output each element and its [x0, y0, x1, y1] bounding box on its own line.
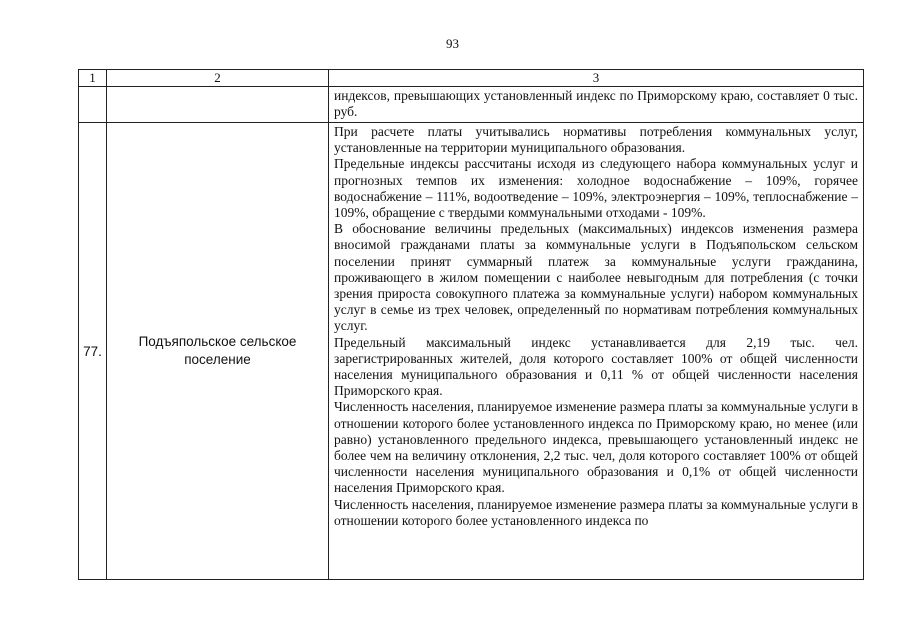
continuation-text: индексов, превышающих установленный индекс по Приморскому краю, составляет 0 тыс. руб.	[329, 87, 864, 123]
row-number: 77.	[79, 123, 107, 580]
paragraph-justification: В обоснование величины предельных (максимальных) индексов изменения размера вносимой гражданами платы за коммунальные услуги в Подъяпольском сельском поселении принят суммарный платеж за коммунальные услуги гражданина, проживающего в жилом помещении с наиболее невыгодным для потребления (с точки зрения прироста совокупного платежа за коммунальные услуги) набором коммунальных услуг в семье из трех человек, определенный по нормативам потребления коммунальных услуг.	[334, 221, 858, 334]
table-row	[79, 123, 864, 580]
header-col-3: 3	[329, 70, 864, 87]
row-description	[329, 123, 864, 580]
settlement-name: Подъяпольское сельское поселение	[107, 123, 329, 580]
header-col-2: 2	[107, 70, 329, 87]
table-header-row	[79, 70, 864, 87]
paragraph-population-continued: Численность населения, планируемое изменение размера платы за коммунальные услуги в отношении которого более установленного индекса по	[334, 496, 858, 528]
paragraph-max-index: Предельный максимальный индекс устанавливается для 2,19 тыс. чел. зарегистрированных жителей, доля которого составляет 100% от общей численности населения муниципального образования и 0,11 % от общей численности населения Приморского края.	[334, 334, 858, 399]
header-col-1: 1	[79, 70, 107, 87]
data-table	[78, 69, 864, 580]
paragraph-population: Численность населения, планируемое изменение размера платы за коммунальные услуги в отношении которого более установленного индекса по Приморскому краю, но менее (или равно) установленного предельного индекса, превышающего установленный индекс не более чем на величину отклонения, 2,2 тыс. чел, доля которого составляет 100% от общей численности населения муниципального образования и 0,1% от общей численности населения Приморского края.	[334, 399, 858, 496]
continuation-row	[79, 87, 864, 123]
page-number: 93	[446, 36, 459, 51]
continuation-num-cell	[79, 87, 107, 123]
paragraph-indices: Предельные индексы рассчитаны исходя из следующего набора коммунальных услуг и прогнозных темпов их изменения: холодное водоснабжение – 109%, горячее водоснабжение – 111%, водоотведение – 109%, электроэнергия – 109%, теплоснабжение – 109%, обращение с твердыми коммунальными отходами - 109%.	[334, 156, 858, 221]
continuation-name-cell	[107, 87, 329, 123]
paragraph-norms: При расчете платы учитывались нормативы потребления коммунальных услуг, установленные на территории муниципального образования.	[334, 124, 858, 156]
